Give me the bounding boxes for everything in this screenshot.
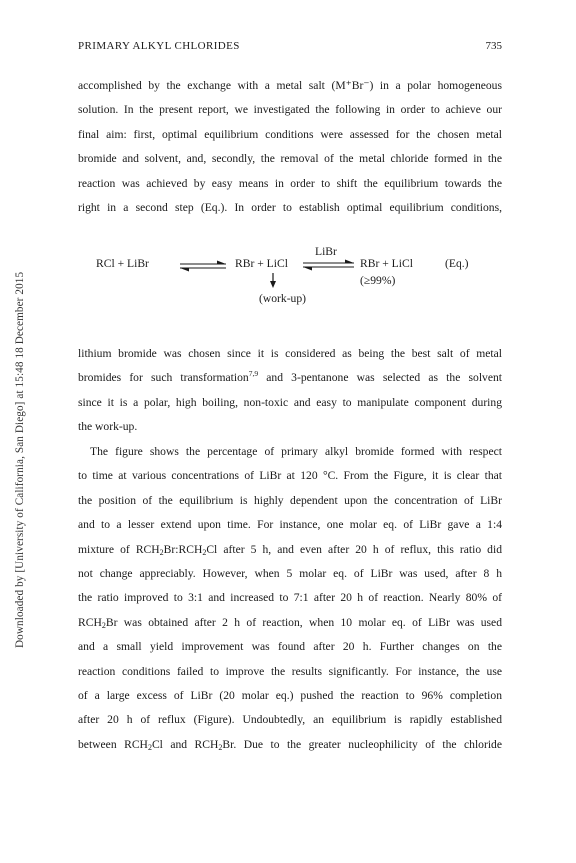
text-line: lithium bromide was chosen since it is considered as being the best salt of metal [78, 347, 502, 360]
text-line: to time at various concentrations of LiBr at 120 °C. From the Figure, it is clear that [78, 469, 502, 483]
down-arrow-head [270, 281, 276, 288]
text-line: the ratio improved to 3:1 and increased to 7:1 after 20 h of reaction. Nearly 80% of [78, 591, 502, 605]
header-title: PRIMARY ALKYL CHLORIDES [78, 40, 240, 52]
text-line: since it is a polar, high boiling, non-toxic and easy to manipulate component during [78, 395, 502, 409]
running-header [78, 40, 502, 56]
citation-superscript: 7,9 [248, 369, 259, 379]
text-line: bromide and solvent, and, secondly, the removal of the metal chloride formed in the [78, 152, 502, 166]
text-line: mixture of $RCH_2Br:RCH_2Cl$ after 5 h, and even after 20 h of reflux, this ratio did [78, 542, 502, 557]
text-line: of a large excess of LiBr (20 molar eq.) pushed the reaction to 96% completion [78, 688, 502, 702]
second-forward-arrow-head [345, 260, 354, 264]
final-products: RBr + LiCl [360, 257, 413, 270]
reaction-equation [0, 240, 576, 340]
text-line: final aim: first, optimal equilibrium conditions were assessed for the chosen metal [78, 127, 502, 141]
reverse-arrow-head [180, 268, 189, 272]
page-number: 735 [485, 40, 502, 52]
text-line: after 20 h of reflux (Figure). Undoubtedly, an equilibrium is rapidly established [78, 713, 502, 727]
text-line: right in a second step (Eq.). In order to establish optimal equilibrium conditions, [78, 200, 502, 214]
text-line: between $RCH_2Cl$ and $RCH_2Br$. Due to the greater nucleophilicity of the chloride [78, 737, 502, 752]
forward-arrow-head [217, 261, 226, 265]
text-line: $RCH_2Br$ was obtained after 2 h of reaction, when 10 molar eq. of LiBr was used [78, 615, 502, 630]
paragraph-intro [78, 74, 502, 220]
workup-note: (work-up) [259, 292, 307, 305]
text-line: not change appreciably. However, when 5 molar eq. of LiBr was used, after 8 h [78, 566, 502, 580]
paragraph-solvent [78, 342, 502, 440]
download-watermark: Downloaded by [University of California, San Diego] at 15:48 18 December 2015 [14, 271, 26, 648]
left-reactants: RCl + LiBr [96, 257, 149, 270]
text-line: the work-up. [78, 420, 138, 434]
yield-note: (≥99%) [360, 274, 396, 287]
intermediate-products: RBr + LiCl [235, 257, 288, 270]
text-line: The figure shows the percentage of primary alkyl bromide formed with respect [90, 445, 502, 458]
equation-label: (Eq.) [445, 257, 469, 270]
paragraph-results [78, 440, 502, 757]
text-line: the position of the equilibrium is highly dependent upon the concentration of LiBr [78, 493, 502, 507]
text-line: reaction conditions failed to improve the results significantly. For instance, the use [78, 664, 502, 678]
text-line: solution. In the present report, we investigated the following in order to achieve our [78, 103, 502, 117]
text-line: accomplished by the exchange with a metal salt (M⁺Br⁻) in a polar homogeneous [78, 79, 502, 92]
text-line: bromides for such transformation$^{7,9}$ and 3-pentanone was selected as the solvent [78, 369, 502, 385]
second-reverse-arrow-head [303, 267, 312, 271]
text-line: reaction was achieved by easy means in order to shift the equilibrium towards the [78, 176, 502, 190]
text-line: and to a lesser extend upon time. For instance, one molar eq. of LiBr gave a 1:4 [78, 518, 502, 532]
arrow-reagent: LiBr [315, 245, 337, 258]
reaction-arrows [0, 240, 576, 340]
text-line: and a small yield improvement was found after 20 h. Further changes on the [78, 640, 502, 654]
